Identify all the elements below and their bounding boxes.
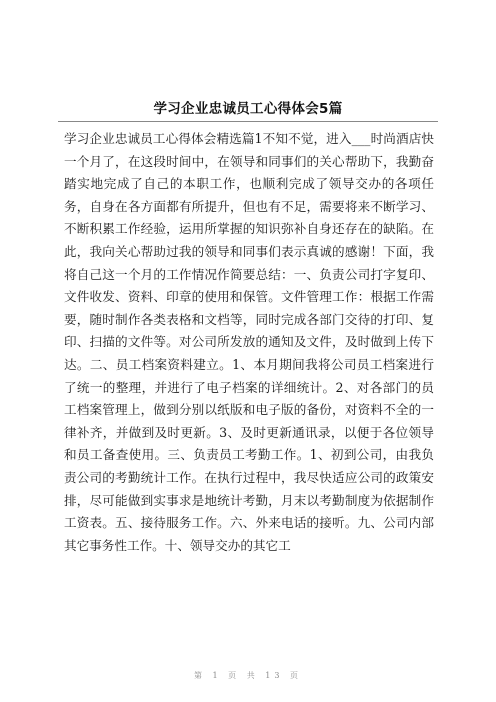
document-title: 学习企业忠诚员工心得体会5篇 [153, 101, 343, 117]
title-divider [58, 121, 438, 122]
page-footer: 第 1 页 共 13 页 [194, 671, 302, 680]
document-body: 学习企业忠诚员工心得体会精选篇1不知不觉，进入___时尚酒店快一个月了，在这段时间中，在领导和同事们的关心帮助下，我勤奋踏实地完成了自己的本职工作，也顺利完成了领导交办的各项任务，自身在各方面都有所提升，但也有不足，需要将来不断学习、不断积累工作经验，运用所掌握的知识弥补自身还存在的缺陷。在此，我向关心帮助过我的领导和同事们表示真诚的感谢！下面，我将自己这一个月的工作情况作简要总结：一、负责公司打字复印、文件收发、资料、印章的使用和保管。文件管理工作：根据工作需要，随时制作各类表格和文档等，同时完成各部门交待的打印、复印、扫描的文件等。对公司所发放的通知及文件，及时做到上传下达。二、员工档案资料建立。1、本月期间我将公司员工档案进行了统一的整理，并进行了电子档案的详细统计。2、对各部门的员工档案管理上，做到分别以纸版和电子版的备份，对资料不全的一律补齐，并做到及时更新。3、及时更新通讯录，以便于各位领导和员工备查使用。三、负责员工考勤工作。1、初到公司，由我负责公司的考勤统计工作。在执行过程中，我尽快适应公司的政策安排，尽可能做到实事求是地统计考勤，月末以考勤制度为依据制作工资表。五、接待服务工作。六、外来电话的接听。九、公司内部其它事务性工作。十、领导交办的其它工 [64, 131, 434, 553]
